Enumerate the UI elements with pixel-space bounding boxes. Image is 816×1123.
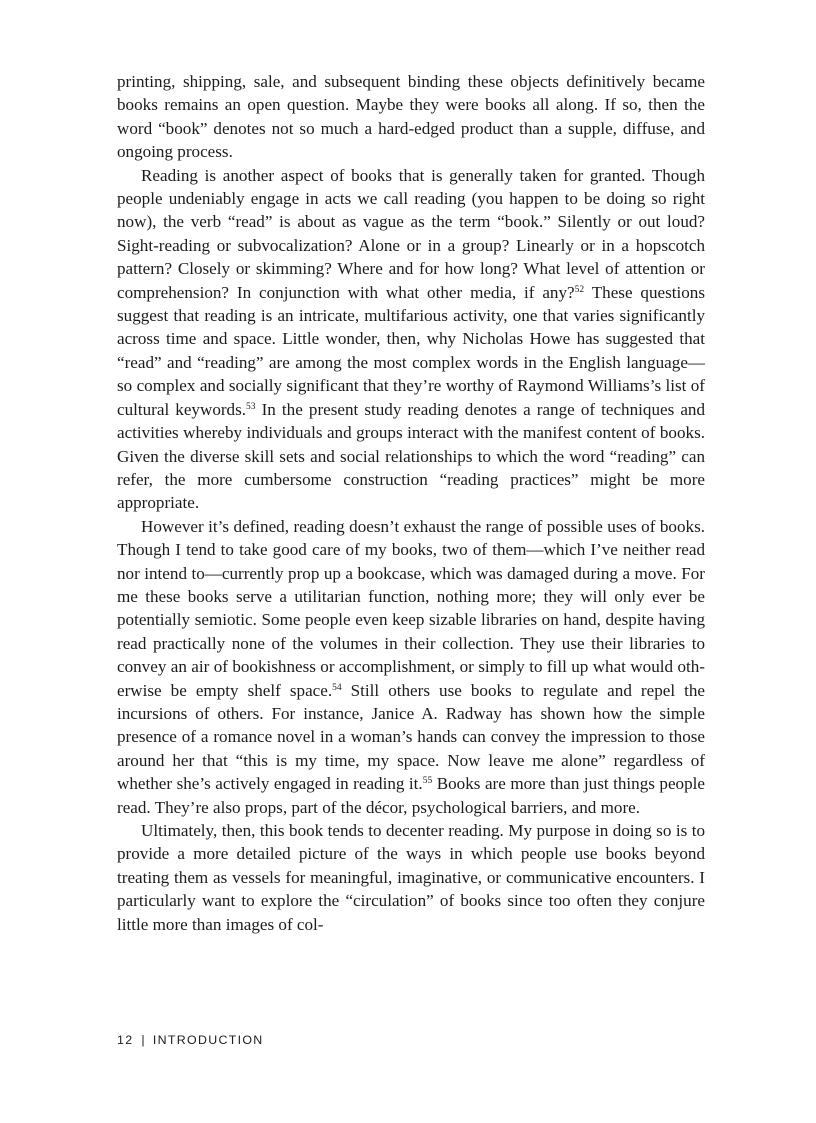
paragraph-3-text-c: Books are more than just things people read. They’re also props, part of the décor, psychological barriers, and more. — [117, 774, 705, 817]
paragraph-1 — [117, 70, 705, 164]
paragraph-3-text-b: Still others use books to regulate and repel the incursions of others. For instance, Janice A. Radway has shown how the simple presence of a romance novel in a woman’s hands can convey the impression to those around her that “this is my time, my space. Now leave me alone” regardless of whether she’s actively engaged in reading it. — [117, 680, 706, 794]
paragraph-4 — [117, 819, 705, 936]
page-number: 12 — [117, 1033, 134, 1047]
paragraph-2-text-b: These questions suggest that reading is an intricate, multifarious activity, one that varies significantly across time and space. Little wonder, then, why Nicholas Howe has suggested that “read” and “reading” are among the most complex words in the English language—so complex and socially significant that they’re worthy of Raymond Williams’s list of cultural keywords. — [117, 282, 705, 419]
paragraph-2-text-a: Reading is another aspect of books that is generally taken for granted. Though people undeniably engage in acts we call reading (you happen to be doing so right now), the verb “read” is about as vague as the term “book.” Silently or out loud? Sight-reading or subvocalization? Alone or in a group? Linearly or in a hopscotch pattern? Closely or skimming? Where and for how long? What level of attention or comprehension? In conjunction with what other media, if any? — [117, 165, 705, 302]
paragraph-3-text-a: However it’s defined, reading doesn’t exhaust the range of possible uses of books. Though I tend to take good care of my books, two of them—which I’ve neither read nor intend to—currently prop up a bookcase, which was damaged during a move. For me these books serve a utilitarian function, nothing more; they will only ever be potentially semiotic. Some people even keep sizable libraries on hand, despite having read practically none of the volumes in their collection. They use their libraries to convey an air of bookishness or accomplishment, or simply to fill up what would otherwise be empty shelf space. — [117, 516, 705, 700]
paragraph-3 — [117, 515, 705, 819]
paragraph-4-text: Ultimately, then, this book tends to decenter reading. My purpose in doing so is to provide a more detailed picture of the ways in which people use books beyond treating them as vessels for meaningful, imaginative, or communicative encounters. I particularly want to explore the “circulation” of books since too often they conjure little more than images of col- — [117, 821, 705, 934]
footnote-ref-53[interactable]: 53 — [246, 401, 256, 412]
footnote-ref-52[interactable]: 52 — [574, 284, 585, 295]
paragraph-1-text: printing, shipping, sale, and subsequent binding these objects definitively became books remains an open question. Maybe they were books all along. If so, then the word “book” denotes not so much a hard-edged product than a supple, diffuse, and ongoing process. — [117, 72, 705, 162]
running-footer — [117, 1033, 264, 1047]
section-title: INTRODUCTION — [152, 1033, 264, 1047]
footnote-ref-55[interactable]: 55 — [422, 776, 433, 787]
footnote-ref-54[interactable]: 54 — [332, 682, 342, 693]
footer-separator: | — [141, 1033, 146, 1047]
page-body — [117, 70, 705, 936]
paragraph-2 — [117, 164, 705, 515]
paragraph-2-text-c: In the present study reading denotes a range of techniques and activities whereby individuals and groups interact with the manifest content of books. Given the diverse skill sets and social relationships to which the word “reading” can refer, the more cumbersome construction “reading practices” might be more appropriate. — [117, 399, 705, 513]
